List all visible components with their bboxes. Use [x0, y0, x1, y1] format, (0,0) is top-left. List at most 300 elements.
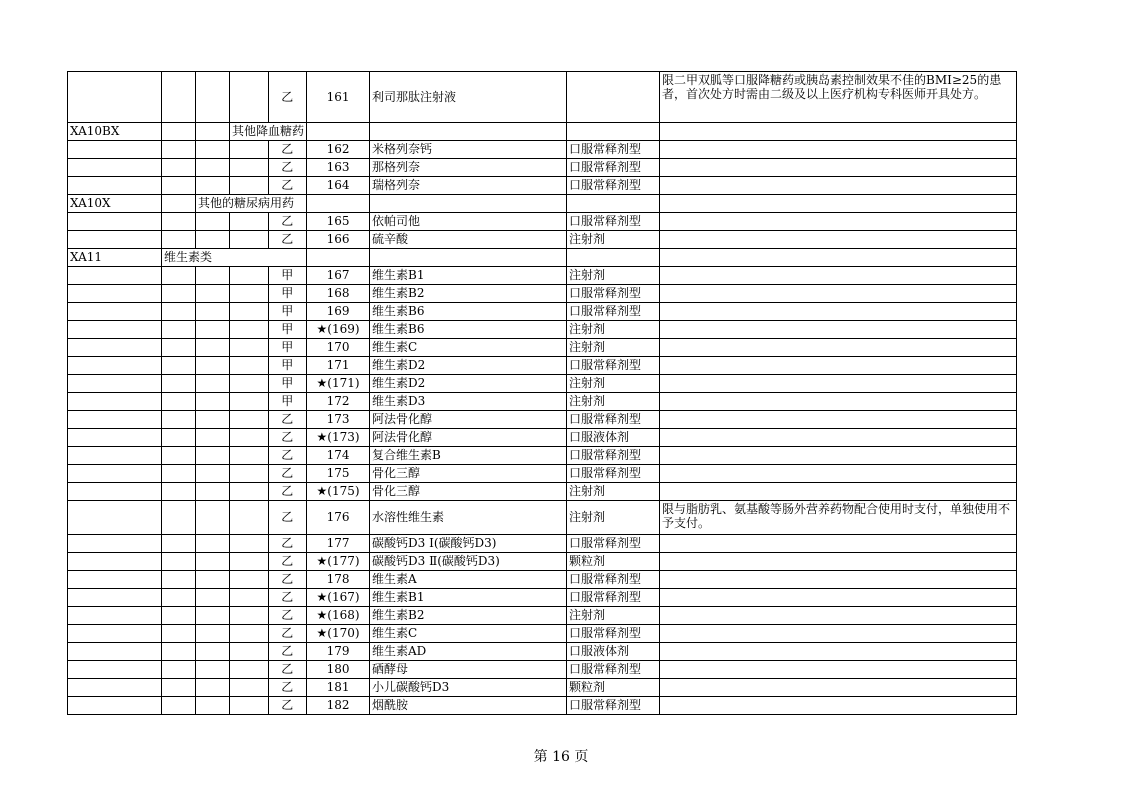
remark-cell [660, 267, 1017, 285]
category-code-cell [68, 72, 162, 123]
drug-name-cell: 阿法骨化醇 [370, 411, 567, 429]
category-code-cell [68, 643, 162, 661]
category-level3-cell [196, 123, 230, 141]
category-level3-cell [196, 643, 230, 661]
dosage-form-cell: 口服常释剂型 [567, 571, 660, 589]
table-row [68, 375, 1017, 393]
category-level3-cell [196, 625, 230, 643]
grade-cell: 甲 [268, 375, 307, 393]
category-code-cell [68, 447, 162, 465]
drug-name-cell: 维生素B6 [370, 303, 567, 321]
category-level4-cell [230, 321, 269, 339]
category-level2-cell [162, 72, 196, 123]
category-code-cell [68, 393, 162, 411]
category-level4-cell [230, 661, 269, 679]
drug-number-cell: 181 [307, 679, 370, 697]
category-level3-cell [196, 393, 230, 411]
dosage-form-cell: 颗粒剂 [567, 679, 660, 697]
drug-number-cell: 163 [307, 159, 370, 177]
dosage-form-cell: 注射剂 [567, 393, 660, 411]
category-level4-cell [230, 571, 269, 589]
grade-cell: 乙 [268, 679, 307, 697]
drug-number-cell: ★(169) [307, 321, 370, 339]
grade-cell: 乙 [268, 159, 307, 177]
category-code-cell [68, 411, 162, 429]
dosage-form-cell: 口服常释剂型 [567, 213, 660, 231]
drug-name-cell: 维生素C [370, 339, 567, 357]
grade-cell: 乙 [268, 429, 307, 447]
category-level2-cell [162, 159, 196, 177]
grade-cell: 乙 [268, 625, 307, 643]
drug-number-cell: 171 [307, 357, 370, 375]
table-row [68, 141, 1017, 159]
remark-cell [660, 141, 1017, 159]
table-row [68, 159, 1017, 177]
dosage-form-cell: 注射剂 [567, 321, 660, 339]
category-level4-cell [230, 267, 269, 285]
category-level4-cell [230, 393, 269, 411]
category-level2-cell [162, 625, 196, 643]
category-level2-cell [162, 357, 196, 375]
dosage-form-cell [567, 249, 660, 267]
dosage-form-cell: 口服常释剂型 [567, 141, 660, 159]
category-level3-cell [196, 607, 230, 625]
drug-name-cell: 碳酸钙D3 Ⅰ(碳酸钙D3) [370, 535, 567, 553]
category-level2-cell [162, 177, 196, 195]
table-row [68, 483, 1017, 501]
grade-cell: 甲 [268, 285, 307, 303]
table-row [68, 267, 1017, 285]
grade-cell: 乙 [268, 643, 307, 661]
drug-name-cell: 水溶性维生素 [370, 501, 567, 535]
drug-name-cell: 骨化三醇 [370, 465, 567, 483]
category-code-cell [68, 625, 162, 643]
drug-name-cell [370, 249, 567, 267]
table-row [68, 123, 1017, 141]
remark-cell [660, 393, 1017, 411]
table-row [68, 195, 1017, 213]
category-code-cell [68, 607, 162, 625]
dosage-form-cell: 口服常释剂型 [567, 535, 660, 553]
remark-cell [660, 625, 1017, 643]
category-code-cell [68, 231, 162, 249]
grade-cell: 乙 [268, 483, 307, 501]
category-level4-cell [230, 303, 269, 321]
drug-number-cell: 169 [307, 303, 370, 321]
category-level2-cell [162, 465, 196, 483]
category-level4-cell [230, 643, 269, 661]
table-row [68, 607, 1017, 625]
category-level2-cell [162, 607, 196, 625]
grade-cell: 乙 [268, 447, 307, 465]
drug-name-cell: 维生素B1 [370, 267, 567, 285]
drug-name-cell: 那格列奈 [370, 159, 567, 177]
category-level2-cell [162, 303, 196, 321]
grade-cell: 乙 [268, 607, 307, 625]
grade-cell: 乙 [268, 661, 307, 679]
remark-cell [660, 303, 1017, 321]
category-level3-cell [196, 661, 230, 679]
dosage-form-cell [567, 123, 660, 141]
table-row [68, 249, 1017, 267]
category-level4-cell [230, 607, 269, 625]
remark-cell [660, 571, 1017, 589]
dosage-form-cell: 口服常释剂型 [567, 411, 660, 429]
grade-cell: 乙 [268, 231, 307, 249]
category-level4-cell [230, 159, 269, 177]
remark-cell [660, 159, 1017, 177]
category-code-cell: XA10BX [68, 123, 162, 141]
table-row [68, 231, 1017, 249]
category-code-cell [68, 141, 162, 159]
category-code-cell [68, 213, 162, 231]
table-row [68, 303, 1017, 321]
dosage-form-cell: 口服常释剂型 [567, 661, 660, 679]
category-level4-cell: 其他降血糖药 [230, 123, 307, 141]
drug-number-cell: ★(167) [307, 589, 370, 607]
remark-cell [660, 411, 1017, 429]
drug-number-cell: 178 [307, 571, 370, 589]
category-level2-cell [162, 375, 196, 393]
drug-name-cell: 维生素D3 [370, 393, 567, 411]
remark-cell: 限二甲双胍等口服降糖药或胰岛素控制效果不佳的BMI≥25的患者，首次处方时需由二级及以上医疗机构专科医师开具处方。 [660, 72, 1017, 123]
category-level4-cell [230, 411, 269, 429]
dosage-form-cell: 颗粒剂 [567, 553, 660, 571]
dosage-form-cell: 口服常释剂型 [567, 159, 660, 177]
category-level3-cell [196, 321, 230, 339]
remark-cell: 限与脂肪乳、氨基酸等肠外营养药物配合使用时支付，单独使用不予支付。 [660, 501, 1017, 535]
category-code-cell [68, 679, 162, 697]
drug-number-cell: 177 [307, 535, 370, 553]
category-level4-cell [230, 375, 269, 393]
category-level2-cell [162, 679, 196, 697]
table-row [68, 177, 1017, 195]
category-level3-cell [196, 589, 230, 607]
drug-number-cell: ★(177) [307, 553, 370, 571]
category-level4-cell [230, 679, 269, 697]
drug-number-cell: ★(171) [307, 375, 370, 393]
category-level4-cell [230, 535, 269, 553]
remark-cell [660, 679, 1017, 697]
category-level4-cell [230, 231, 269, 249]
drug-number-cell: 174 [307, 447, 370, 465]
category-level3-cell [196, 303, 230, 321]
dosage-form-cell: 口服常释剂型 [567, 357, 660, 375]
table-row [68, 661, 1017, 679]
drug-name-cell: 复合维生素B [370, 447, 567, 465]
drug-number-cell [307, 123, 370, 141]
remark-cell [660, 357, 1017, 375]
table-row [68, 339, 1017, 357]
dosage-form-cell: 口服液体剂 [567, 643, 660, 661]
drug-number-cell: 161 [307, 72, 370, 123]
table-row [68, 429, 1017, 447]
table-row [68, 535, 1017, 553]
category-code-cell: XA10X [68, 195, 162, 213]
dosage-form-cell: 口服常释剂型 [567, 697, 660, 715]
remark-cell [660, 213, 1017, 231]
category-level2-cell [162, 321, 196, 339]
drug-name-cell: 小儿碳酸钙D3 [370, 679, 567, 697]
category-level3-cell [196, 267, 230, 285]
table-row [68, 679, 1017, 697]
grade-cell: 甲 [268, 357, 307, 375]
remark-cell [660, 697, 1017, 715]
category-level3-cell [196, 141, 230, 159]
category-level2-cell [162, 535, 196, 553]
dosage-form-cell: 注射剂 [567, 339, 660, 357]
category-code-cell [68, 267, 162, 285]
table-row [68, 501, 1017, 535]
dosage-form-cell: 口服常释剂型 [567, 177, 660, 195]
category-level3-cell [196, 447, 230, 465]
drug-name-cell: 骨化三醇 [370, 483, 567, 501]
page-number: 第 16 页 [533, 749, 589, 765]
category-level4-cell [230, 429, 269, 447]
drug-name-cell: 米格列奈钙 [370, 141, 567, 159]
category-level4-cell [230, 213, 269, 231]
dosage-form-cell: 口服常释剂型 [567, 625, 660, 643]
remark-cell [660, 429, 1017, 447]
category-level3-cell [196, 571, 230, 589]
drug-name-cell: 硫辛酸 [370, 231, 567, 249]
drug-name-cell: 硒酵母 [370, 661, 567, 679]
category-level2-cell [162, 589, 196, 607]
category-level2-cell [162, 231, 196, 249]
drug-name-cell: 维生素D2 [370, 375, 567, 393]
drug-number-cell [307, 249, 370, 267]
category-level2-cell [162, 393, 196, 411]
remark-cell [660, 249, 1017, 267]
category-level2-cell [162, 141, 196, 159]
dosage-form-cell: 口服常释剂型 [567, 303, 660, 321]
remark-cell [660, 465, 1017, 483]
drug-number-cell: 170 [307, 339, 370, 357]
drug-name-cell: 维生素B1 [370, 589, 567, 607]
table-row [68, 411, 1017, 429]
category-level4-cell [230, 625, 269, 643]
category-level3-cell [196, 411, 230, 429]
category-level2-cell [162, 643, 196, 661]
drug-name-cell: 碳酸钙D3 Ⅱ(碳酸钙D3) [370, 553, 567, 571]
category-code-cell [68, 465, 162, 483]
category-code-cell [68, 483, 162, 501]
category-level2-cell [162, 213, 196, 231]
dosage-form-cell: 注射剂 [567, 483, 660, 501]
grade-cell: 乙 [268, 535, 307, 553]
drug-list-table [67, 71, 1017, 715]
category-level2-cell [162, 267, 196, 285]
drug-number-cell: 167 [307, 267, 370, 285]
table-row [68, 643, 1017, 661]
drug-number-cell: 175 [307, 465, 370, 483]
table-row [68, 285, 1017, 303]
category-level3-cell [196, 213, 230, 231]
drug-number-cell: 166 [307, 231, 370, 249]
category-code-cell [68, 571, 162, 589]
category-code-cell [68, 697, 162, 715]
category-level3-cell [196, 375, 230, 393]
drug-number-cell: 173 [307, 411, 370, 429]
drug-number-cell: 182 [307, 697, 370, 715]
category-code-cell [68, 661, 162, 679]
table-row [68, 571, 1017, 589]
category-level2-cell [162, 661, 196, 679]
category-level4-cell [230, 339, 269, 357]
category-level3-cell [196, 177, 230, 195]
category-level3-cell [196, 339, 230, 357]
remark-cell [660, 123, 1017, 141]
category-level2-cell [162, 123, 196, 141]
category-level4-cell [230, 589, 269, 607]
category-level4-cell [230, 285, 269, 303]
drug-name-cell: 利司那肽注射液 [370, 72, 567, 123]
category-level2-cell [162, 285, 196, 303]
table-row [68, 589, 1017, 607]
drug-number-cell: ★(168) [307, 607, 370, 625]
drug-number-cell: 179 [307, 643, 370, 661]
category-level3-cell [196, 553, 230, 571]
table-row [68, 447, 1017, 465]
category-level3-cell [196, 501, 230, 535]
remark-cell [660, 643, 1017, 661]
category-level2-cell [162, 483, 196, 501]
dosage-form-cell: 注射剂 [567, 267, 660, 285]
grade-cell: 甲 [268, 339, 307, 357]
remark-cell [660, 589, 1017, 607]
category-level4-cell [230, 177, 269, 195]
grade-cell: 乙 [268, 213, 307, 231]
table-row [68, 393, 1017, 411]
category-level3-cell [196, 535, 230, 553]
dosage-form-cell [567, 195, 660, 213]
category-level2-cell [162, 571, 196, 589]
drug-number-cell: 162 [307, 141, 370, 159]
drug-name-cell [370, 123, 567, 141]
category-level2-cell [162, 339, 196, 357]
table-row [68, 465, 1017, 483]
category-level3-cell [196, 231, 230, 249]
grade-cell: 甲 [268, 303, 307, 321]
category-level4-cell [230, 72, 269, 123]
drug-name-cell: 维生素B2 [370, 285, 567, 303]
drug-number-cell [307, 195, 370, 213]
category-level3-cell [196, 285, 230, 303]
grade-cell: 乙 [268, 72, 307, 123]
dosage-form-cell: 注射剂 [567, 607, 660, 625]
drug-name-cell: 瑞格列奈 [370, 177, 567, 195]
dosage-form-cell: 口服常释剂型 [567, 285, 660, 303]
remark-cell [660, 375, 1017, 393]
category-code-cell [68, 285, 162, 303]
category-code-cell [68, 339, 162, 357]
grade-cell: 乙 [268, 411, 307, 429]
remark-cell [660, 321, 1017, 339]
category-level4-cell [230, 447, 269, 465]
category-level4-cell [230, 357, 269, 375]
category-code-cell [68, 429, 162, 447]
dosage-form-cell: 口服液体剂 [567, 429, 660, 447]
category-code-cell [68, 177, 162, 195]
category-level2-cell [162, 553, 196, 571]
table-row [68, 357, 1017, 375]
dosage-form-cell: 注射剂 [567, 231, 660, 249]
drug-name-cell: 依帕司他 [370, 213, 567, 231]
table-row [68, 625, 1017, 643]
category-level3-cell [196, 429, 230, 447]
category-level3-cell [196, 679, 230, 697]
table-row [68, 553, 1017, 571]
grade-cell: 乙 [268, 465, 307, 483]
grade-cell: 甲 [268, 321, 307, 339]
category-level4-cell [230, 697, 269, 715]
category-level4-cell [230, 141, 269, 159]
category-code-cell [68, 321, 162, 339]
category-level3-cell [196, 72, 230, 123]
category-level3-cell [196, 465, 230, 483]
remark-cell [660, 535, 1017, 553]
category-level2-cell [162, 447, 196, 465]
drug-number-cell: 164 [307, 177, 370, 195]
remark-cell [660, 661, 1017, 679]
dosage-form-cell: 口服常释剂型 [567, 589, 660, 607]
category-level4-cell [230, 483, 269, 501]
remark-cell [660, 177, 1017, 195]
table-row [68, 213, 1017, 231]
drug-name-cell: 维生素A [370, 571, 567, 589]
grade-cell: 甲 [268, 267, 307, 285]
category-level3-cell [196, 357, 230, 375]
drug-number-cell: 165 [307, 213, 370, 231]
category-level2-cell [162, 195, 196, 213]
category-level4-cell [230, 553, 269, 571]
remark-cell [660, 339, 1017, 357]
drug-number-cell: 168 [307, 285, 370, 303]
table-row [68, 72, 1017, 123]
remark-cell [660, 447, 1017, 465]
category-code-cell [68, 357, 162, 375]
drug-name-cell: 维生素B6 [370, 321, 567, 339]
drug-name-cell [370, 195, 567, 213]
drug-name-cell: 维生素C [370, 625, 567, 643]
category-level2-cell [162, 411, 196, 429]
remark-cell [660, 607, 1017, 625]
category-level2-cell: 维生素类 [162, 249, 307, 267]
grade-cell: 乙 [268, 501, 307, 535]
category-code-cell [68, 535, 162, 553]
grade-cell: 乙 [268, 553, 307, 571]
category-code-cell [68, 501, 162, 535]
drug-number-cell: 180 [307, 661, 370, 679]
dosage-form-cell [567, 72, 660, 123]
drug-name-cell: 维生素B2 [370, 607, 567, 625]
drug-number-cell: ★(173) [307, 429, 370, 447]
drug-number-cell: 172 [307, 393, 370, 411]
category-level2-cell [162, 501, 196, 535]
category-level4-cell [230, 465, 269, 483]
drug-name-cell: 阿法骨化醇 [370, 429, 567, 447]
grade-cell: 甲 [268, 393, 307, 411]
remark-cell [660, 553, 1017, 571]
category-level2-cell [162, 429, 196, 447]
category-code-cell [68, 303, 162, 321]
grade-cell: 乙 [268, 177, 307, 195]
category-code-cell: XA11 [68, 249, 162, 267]
dosage-form-cell: 注射剂 [567, 501, 660, 535]
dosage-form-cell: 口服常释剂型 [567, 465, 660, 483]
drug-number-cell: ★(170) [307, 625, 370, 643]
category-level2-cell [162, 697, 196, 715]
